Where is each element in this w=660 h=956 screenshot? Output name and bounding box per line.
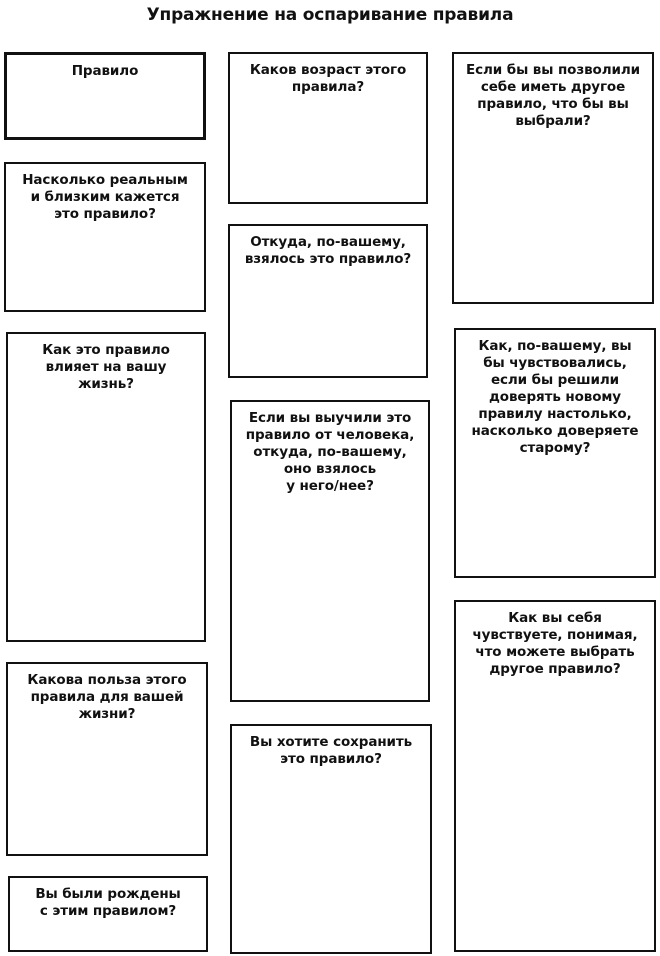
box-feel-new-rule-label: Как, по-вашему, вы бы чувствовались, если бы решили доверять новому правилу настолько, насколько доверяете старому? (471, 338, 639, 456)
box-learned-from-person[interactable] (230, 400, 430, 702)
box-rule[interactable] (4, 52, 206, 140)
box-born-with-label: Вы были рождены с этим правилом? (35, 886, 181, 919)
box-how-affects-label: Как это правило влияет на вашу жизнь? (42, 342, 170, 392)
box-benefit[interactable] (6, 662, 208, 856)
box-how-affects[interactable] (6, 332, 206, 642)
box-other-rule[interactable] (452, 52, 654, 304)
box-where-from[interactable] (228, 224, 428, 378)
box-rule-label: Правило (71, 63, 139, 79)
box-other-rule-label: Если бы вы позволили себе иметь другое правило, что бы вы выбрали? (465, 62, 640, 129)
box-how-real[interactable] (4, 162, 206, 312)
box-learned-from-person-label: Если вы выучили это правило от человека, откуда, по-вашему, оно взялось у него/нее? (245, 410, 415, 494)
worksheet-title: Упражнение на оспаривание правила (146, 5, 514, 25)
box-keep-rule[interactable] (230, 724, 432, 954)
box-born-with[interactable] (8, 876, 208, 952)
box-feel-can-choose[interactable] (454, 600, 656, 952)
box-keep-rule-label: Вы хотите сохранить это правило? (249, 734, 413, 767)
box-rule-age[interactable] (228, 52, 428, 204)
box-feel-new-rule[interactable] (454, 328, 656, 578)
box-benefit-label: Какова польза этого правила для вашей жизни? (27, 672, 187, 722)
box-how-real-label: Насколько реальным и близким кажется это правило? (22, 172, 188, 222)
box-feel-can-choose-label: Как вы себя чувствуете, понимая, что можете выбрать другое правило? (472, 610, 638, 677)
box-rule-age-label: Каков возраст этого правила? (249, 62, 407, 95)
box-where-from-label: Откуда, по-вашему, взялось это правило? (244, 234, 412, 267)
